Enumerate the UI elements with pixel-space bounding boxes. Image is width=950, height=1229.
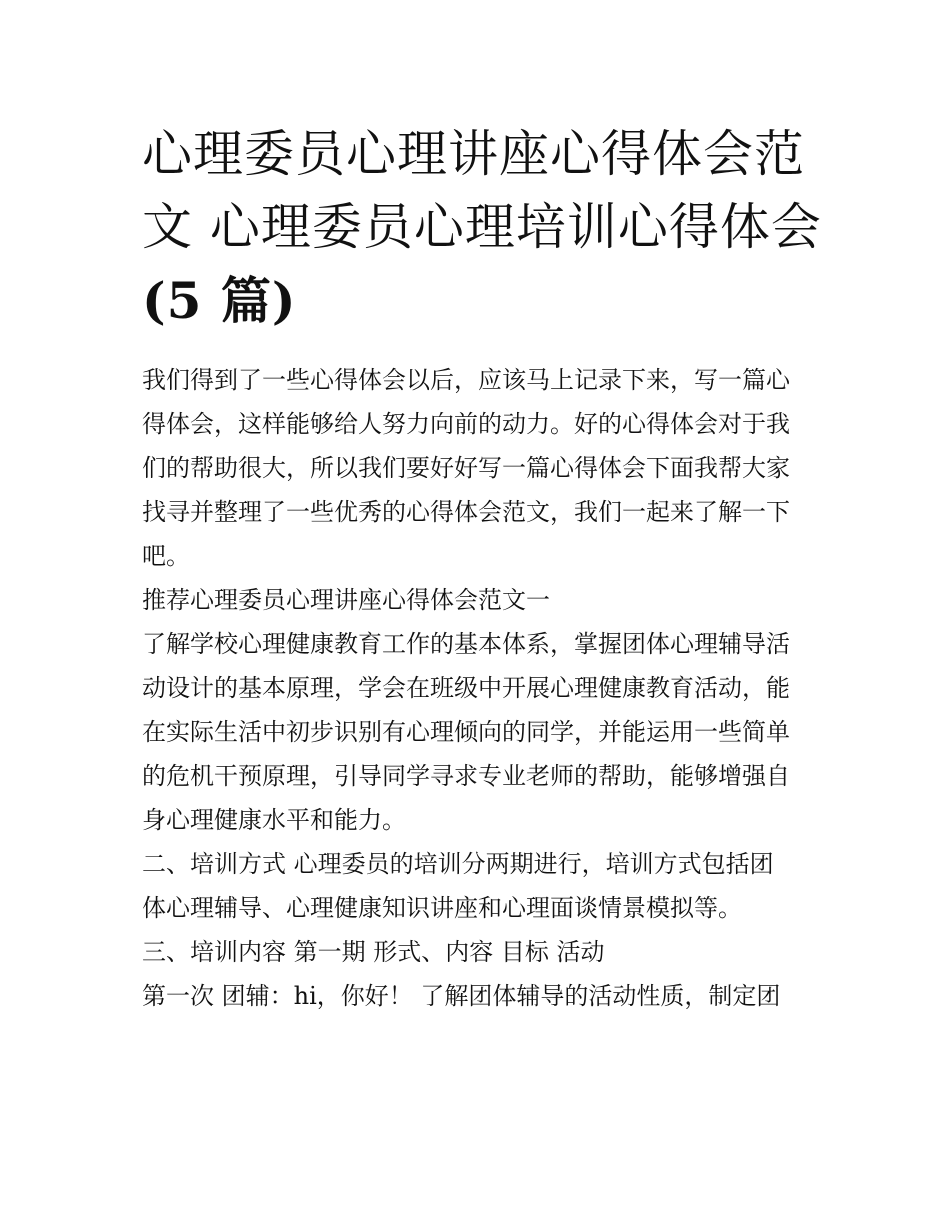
intro-paragraph (142, 358, 822, 578)
title-line: 文 心理委员心理培训心得体会 (142, 198, 822, 256)
text-line: 体心理辅导、心理健康知识讲座和心理面谈情景模拟等。 (142, 894, 742, 922)
text-line: 三、培训内容 第一期 形式、内容 目标 活动 (142, 938, 605, 966)
text-line: 第一次 团辅：hi，你好！ 了解团体辅导的活动性质，制定团 (142, 982, 781, 1010)
text-line: 在实际生活中初步识别有心理倾向的同学，并能运用一些简单 (142, 718, 790, 746)
body-paragraph (142, 842, 822, 930)
text-line: 们的帮助很大，所以我们要好好写一篇心得体会下面我帮大家 (142, 454, 790, 482)
text-line: 找寻并整理了一些优秀的心得体会范文，我们一起来了解一下 (142, 498, 790, 526)
text-line: 二、培训方式 心理委员的培训分两期进行，培训方式包括团 (142, 850, 774, 878)
body-paragraph (142, 622, 822, 842)
text-line: 的危机干预原理，引导同学寻求专业老师的帮助，能够增强自 (142, 762, 790, 790)
document-title (142, 118, 822, 337)
body-paragraph (142, 974, 822, 1018)
document-body (142, 358, 822, 1018)
text-line: 得体会，这样能够给人努力向前的动力。好的心得体会对于我 (142, 410, 790, 438)
section-heading (142, 578, 822, 622)
text-line: 我们得到了一些心得体会以后，应该马上记录下来，写一篇心 (142, 366, 790, 394)
text-line: 动设计的基本原理，学会在班级中开展心理健康教育活动，能 (142, 674, 790, 702)
text-line: 吧。 (142, 542, 190, 570)
title-line: 心理委员心理讲座心得体会范 (142, 125, 805, 183)
body-paragraph (142, 930, 822, 974)
text-line: 了解学校心理健康教育工作的基本体系，掌握团体心理辅导活 (142, 630, 790, 658)
text-line: 身心理健康水平和能力。 (142, 806, 406, 834)
text-line: 推荐心理委员心理讲座心得体会范文一 (142, 586, 550, 614)
title-line: (5 篇) (142, 271, 297, 330)
